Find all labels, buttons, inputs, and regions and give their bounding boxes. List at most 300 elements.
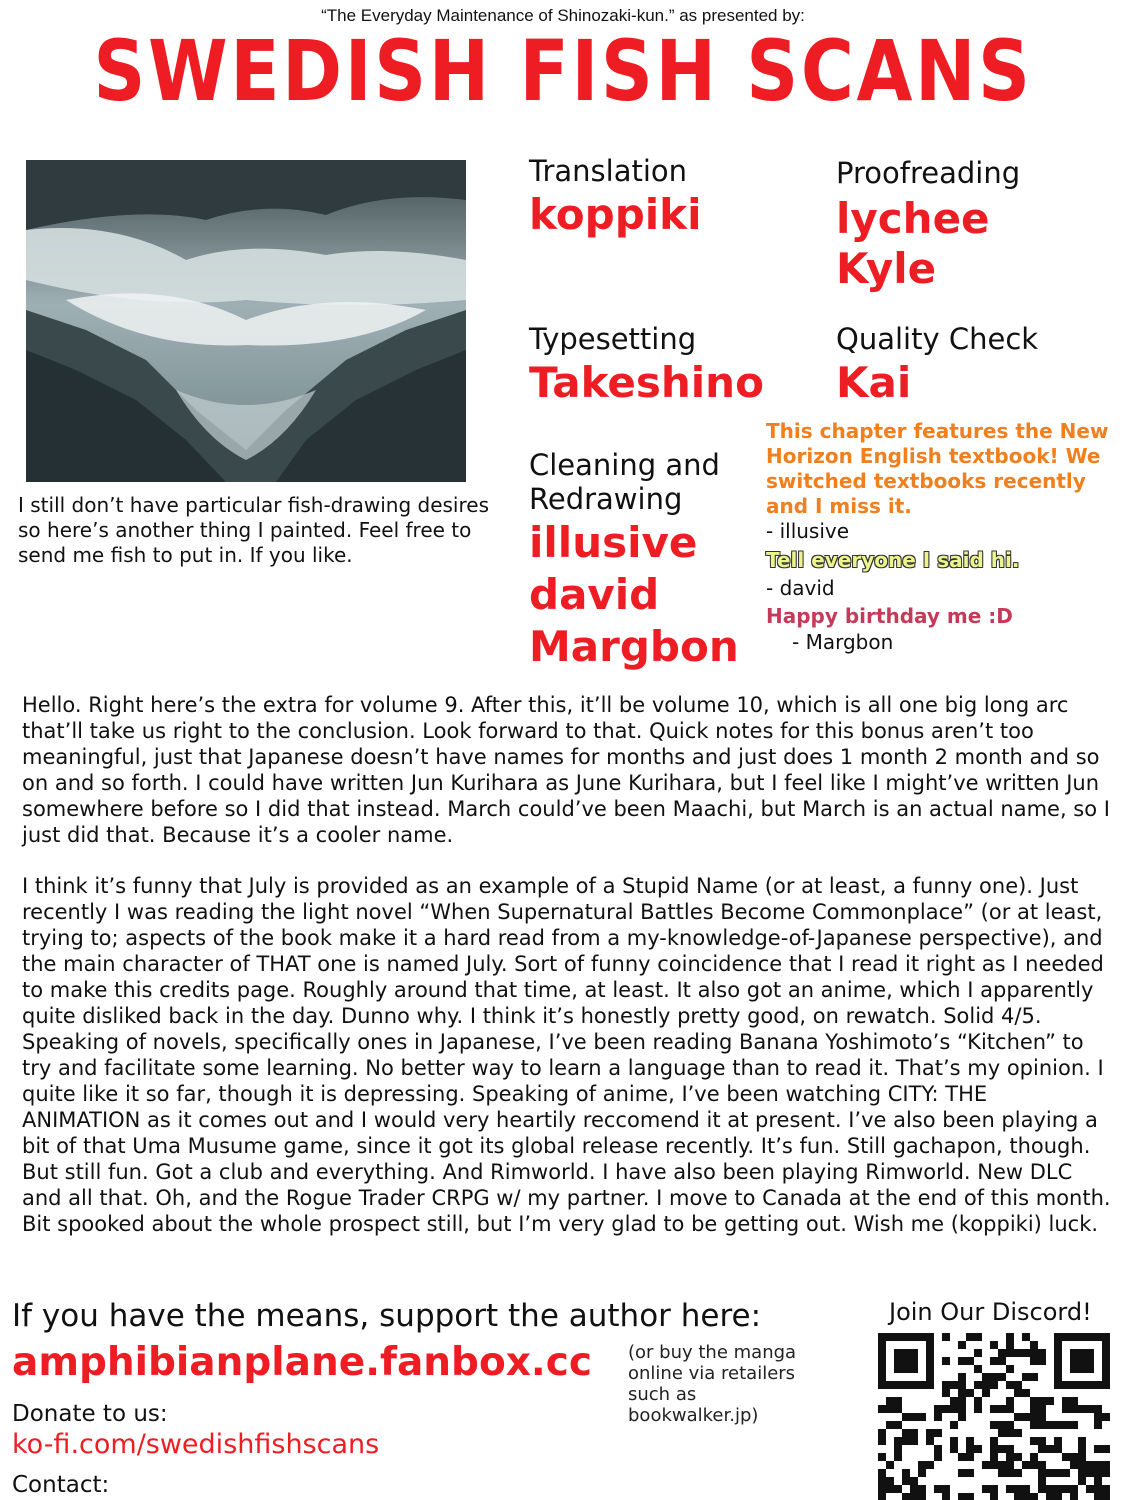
qr-module <box>1070 1485 1078 1493</box>
qr-module <box>926 1357 934 1365</box>
qr-module <box>1014 1453 1022 1461</box>
qr-module <box>982 1485 990 1493</box>
qr-module <box>878 1437 886 1445</box>
qr-module <box>1086 1333 1094 1341</box>
qr-module <box>1054 1381 1062 1389</box>
qr-module <box>1094 1493 1102 1500</box>
qr-module <box>958 1373 966 1381</box>
cleaning-name: illusive <box>529 518 698 567</box>
qr-module <box>942 1485 950 1493</box>
qr-module <box>894 1445 902 1453</box>
qr-module <box>1046 1445 1054 1453</box>
qr-module <box>1014 1429 1022 1437</box>
qr-module <box>1078 1357 1086 1365</box>
qr-module <box>1054 1421 1062 1429</box>
qr-module <box>958 1381 966 1389</box>
qr-module <box>1070 1357 1078 1365</box>
note-text: Tell everyone I said hi. <box>766 548 1020 572</box>
note-text: This chapter features the New Horizon English textbook! We switched textbooks recently and I miss it. <box>766 419 1109 518</box>
qr-module <box>886 1397 894 1405</box>
qr-module <box>910 1485 918 1493</box>
qr-module <box>990 1357 998 1365</box>
qr-module <box>998 1373 1006 1381</box>
qr-module <box>942 1389 950 1397</box>
qr-module <box>998 1461 1006 1469</box>
qr-module <box>926 1365 934 1373</box>
qr-module <box>1086 1461 1094 1469</box>
qr-module <box>1030 1373 1038 1381</box>
qr-module <box>950 1381 958 1389</box>
qr-module <box>886 1405 894 1413</box>
qr-module <box>1022 1485 1030 1493</box>
qr-module <box>1078 1381 1086 1389</box>
qr-module <box>990 1421 998 1429</box>
qr-module <box>1046 1469 1054 1477</box>
qr-module <box>1022 1493 1030 1500</box>
qr-module <box>942 1405 950 1413</box>
qr-module <box>926 1381 934 1389</box>
qr-module <box>1094 1405 1102 1413</box>
qr-module <box>1086 1357 1094 1365</box>
qr-module <box>878 1485 886 1493</box>
qr-module <box>958 1397 966 1405</box>
qr-module <box>918 1469 926 1477</box>
qr-module <box>1030 1461 1038 1469</box>
qr-module <box>894 1333 902 1341</box>
qr-module <box>1102 1413 1110 1421</box>
qr-module <box>950 1445 958 1453</box>
qr-module <box>918 1493 926 1500</box>
qr-module <box>878 1333 886 1341</box>
qr-module <box>1054 1341 1062 1349</box>
qr-module <box>902 1381 910 1389</box>
qr-module <box>1094 1381 1102 1389</box>
qr-module <box>1062 1453 1070 1461</box>
qr-module <box>1022 1333 1030 1341</box>
qr-module <box>886 1333 894 1341</box>
qr-module <box>1078 1453 1086 1461</box>
qr-module <box>1006 1421 1014 1429</box>
qr-module <box>934 1453 942 1461</box>
qr-module <box>1102 1381 1110 1389</box>
qr-module <box>878 1405 886 1413</box>
qr-module <box>1070 1461 1078 1469</box>
qr-module <box>910 1493 918 1500</box>
qr-module <box>1014 1389 1022 1397</box>
qr-module <box>990 1445 998 1453</box>
kofi-link[interactable]: ko-fi.com/swedishfishscans <box>12 1429 380 1460</box>
qr-module <box>1038 1445 1046 1453</box>
discord-qr-code[interactable] <box>878 1333 1110 1500</box>
qr-module <box>926 1333 934 1341</box>
qr-module <box>998 1357 1006 1365</box>
qr-module <box>886 1381 894 1389</box>
qr-module <box>1102 1349 1110 1357</box>
typesetting-name: Takeshino <box>529 358 764 407</box>
qr-module <box>1054 1493 1062 1500</box>
qr-module <box>1054 1349 1062 1357</box>
note-text: Happy birthday me :D <box>766 604 1013 628</box>
qr-module <box>918 1413 926 1421</box>
fanbox-link[interactable]: amphibianplane.fanbox.cc <box>12 1340 592 1385</box>
qr-module <box>1086 1405 1094 1413</box>
qr-module <box>950 1397 958 1405</box>
qr-module <box>942 1381 950 1389</box>
qr-module <box>1102 1469 1110 1477</box>
buy-manga-note: (or buy the manga online via retailers such as bookwalker.jp) <box>628 1342 797 1426</box>
qr-module <box>1094 1333 1102 1341</box>
qr-module <box>1030 1357 1038 1365</box>
qr-module <box>1006 1349 1014 1357</box>
cleaning-name: david <box>529 570 660 619</box>
qr-module <box>1030 1453 1038 1461</box>
qr-module <box>1014 1381 1022 1389</box>
qr-module <box>990 1493 998 1500</box>
qr-module <box>1006 1381 1014 1389</box>
support-author-label: If you have the means, support the author here: <box>12 1298 762 1334</box>
qr-module <box>958 1341 966 1349</box>
note-signature: - Margbon <box>792 630 894 654</box>
qr-module <box>1102 1373 1110 1381</box>
qr-module <box>950 1437 958 1445</box>
qr-module <box>902 1349 910 1357</box>
cleaning-name: Margbon <box>529 622 739 671</box>
qr-module <box>1006 1397 1014 1405</box>
qr-module <box>1078 1445 1086 1453</box>
qr-module <box>1078 1461 1086 1469</box>
qr-module <box>1038 1461 1046 1469</box>
qr-module <box>966 1445 974 1453</box>
qr-module <box>878 1469 886 1477</box>
qr-module <box>1070 1453 1078 1461</box>
cloud-painting-image <box>26 160 466 482</box>
qr-module <box>902 1413 910 1421</box>
qr-module <box>958 1469 966 1477</box>
qr-module <box>974 1397 982 1405</box>
qr-module <box>886 1421 894 1429</box>
qr-module <box>1014 1485 1022 1493</box>
qr-module <box>878 1373 886 1381</box>
qr-module <box>878 1477 886 1485</box>
qr-module <box>910 1413 918 1421</box>
qr-module <box>1062 1405 1070 1413</box>
qr-module <box>1030 1493 1038 1500</box>
qr-module <box>1006 1453 1014 1461</box>
qr-module <box>990 1373 998 1381</box>
qr-module <box>998 1421 1006 1429</box>
qr-module <box>1030 1341 1038 1349</box>
qr-module <box>878 1493 886 1500</box>
painting-caption: I still don’t have particular fish-drawing desires so here’s another thing I painted. Feel free to send me fish to put in. If you like. <box>18 493 489 567</box>
typesetting-label: Typesetting <box>529 322 697 356</box>
qr-module <box>1086 1469 1094 1477</box>
qr-module <box>1038 1469 1046 1477</box>
qr-module <box>1062 1421 1070 1429</box>
qr-module <box>1022 1373 1030 1381</box>
qr-module <box>1094 1413 1102 1421</box>
qr-module <box>1038 1485 1046 1493</box>
qr-module <box>886 1461 894 1469</box>
qr-module <box>1054 1469 1062 1477</box>
qr-module <box>926 1461 934 1469</box>
qr-module <box>974 1405 982 1413</box>
qr-module <box>902 1477 910 1485</box>
qr-module <box>926 1341 934 1349</box>
qr-module <box>1070 1493 1078 1500</box>
note-signature: - david <box>766 576 835 600</box>
qr-module <box>910 1437 918 1445</box>
qr-module <box>1038 1357 1046 1365</box>
proofreading-name: Kyle <box>836 244 937 293</box>
qr-module <box>918 1381 926 1389</box>
qr-module <box>1062 1469 1070 1477</box>
qr-module <box>1070 1365 1078 1373</box>
qr-module <box>998 1429 1006 1437</box>
qr-module <box>926 1437 934 1445</box>
qr-module <box>974 1445 982 1453</box>
qr-module <box>894 1381 902 1389</box>
qr-module <box>966 1389 974 1397</box>
qr-module <box>1014 1469 1022 1477</box>
qr-module <box>902 1333 910 1341</box>
redrawing-label: Redrawing <box>529 482 683 516</box>
qr-module <box>910 1357 918 1365</box>
qr-module <box>1038 1405 1046 1413</box>
qr-module <box>1102 1461 1110 1469</box>
qr-module <box>878 1365 886 1373</box>
qr-module <box>966 1333 974 1341</box>
qr-module <box>1102 1485 1110 1493</box>
qr-module <box>1046 1485 1054 1493</box>
qr-module <box>1054 1357 1062 1365</box>
qr-module <box>902 1493 910 1500</box>
qr-module <box>1054 1445 1062 1453</box>
qr-module <box>894 1365 902 1373</box>
qr-module <box>990 1405 998 1413</box>
qr-module <box>910 1477 918 1485</box>
qr-module <box>1030 1421 1038 1429</box>
qr-module <box>1006 1485 1014 1493</box>
qr-module <box>1078 1469 1086 1477</box>
proofreading-name: lychee <box>836 194 990 243</box>
qr-module <box>950 1405 958 1413</box>
qr-module <box>958 1405 966 1413</box>
qr-module <box>1094 1421 1102 1429</box>
qr-module <box>990 1485 998 1493</box>
qr-module <box>1038 1413 1046 1421</box>
qr-module <box>958 1357 966 1365</box>
qr-module <box>958 1413 966 1421</box>
translation-name: koppiki <box>529 190 702 239</box>
qr-module <box>1022 1349 1030 1357</box>
qr-module <box>958 1453 966 1461</box>
qr-module <box>1102 1445 1110 1453</box>
qr-module <box>1014 1349 1022 1357</box>
qr-module <box>1038 1397 1046 1405</box>
qr-module <box>926 1349 934 1357</box>
qr-module <box>1006 1429 1014 1437</box>
qr-module <box>982 1461 990 1469</box>
qr-module <box>1086 1349 1094 1357</box>
qr-module <box>990 1381 998 1389</box>
qr-module <box>1054 1373 1062 1381</box>
qr-module <box>910 1349 918 1357</box>
qr-module <box>878 1381 886 1389</box>
qr-module <box>958 1493 966 1500</box>
qr-module <box>1070 1349 1078 1357</box>
translation-label: Translation <box>529 154 688 188</box>
qr-module <box>998 1405 1006 1413</box>
qr-module <box>1030 1413 1038 1421</box>
qr-module <box>934 1429 942 1437</box>
qr-module <box>918 1485 926 1493</box>
qr-module <box>918 1461 926 1469</box>
qr-module <box>894 1421 902 1429</box>
qr-module <box>1006 1445 1014 1453</box>
qr-module <box>1086 1381 1094 1389</box>
qr-module <box>1006 1469 1014 1477</box>
qr-module <box>894 1357 902 1365</box>
qr-module <box>958 1389 966 1397</box>
qr-module <box>1078 1349 1086 1357</box>
qr-module <box>990 1461 998 1469</box>
qr-module <box>934 1445 942 1453</box>
qr-module <box>1102 1357 1110 1365</box>
qr-module <box>878 1429 886 1437</box>
qr-module <box>1030 1397 1038 1405</box>
proofreading-label: Proofreading <box>836 156 1021 190</box>
quality-check-name: Kai <box>836 358 912 407</box>
qr-module <box>1038 1477 1046 1485</box>
qr-module <box>1014 1493 1022 1500</box>
qr-module <box>1094 1469 1102 1477</box>
qr-module <box>1030 1349 1038 1357</box>
qr-module <box>1038 1437 1046 1445</box>
qr-module <box>902 1469 910 1477</box>
qr-module <box>1086 1365 1094 1373</box>
qr-module <box>1078 1365 1086 1373</box>
qr-module <box>990 1341 998 1349</box>
qr-module <box>1062 1397 1070 1405</box>
qr-module <box>1038 1349 1046 1357</box>
qr-module <box>942 1333 950 1341</box>
qr-module <box>966 1357 974 1365</box>
qr-module <box>990 1437 998 1445</box>
qr-module <box>1070 1405 1078 1413</box>
qr-module <box>1006 1461 1014 1469</box>
qr-module <box>966 1493 974 1500</box>
qr-module <box>1078 1437 1086 1445</box>
qr-module <box>1046 1421 1054 1429</box>
qr-module <box>1054 1333 1062 1341</box>
qr-module <box>1006 1333 1014 1341</box>
qr-module <box>966 1437 974 1445</box>
qr-module <box>894 1485 902 1493</box>
group-title: SWEDISH FISH SCANS <box>93 22 1033 120</box>
qr-module <box>982 1373 990 1381</box>
qr-module <box>1102 1365 1110 1373</box>
cleaning-label: Cleaning and <box>529 448 720 482</box>
qr-module <box>1006 1341 1014 1349</box>
body-paragraph: Hello. Right here’s the extra for volume 9. After this, it’ll be volume 10, which is all one big long arc that’ll take us right to the conclusion. Look forward to that. Quick notes for this bonus aren’t too meaningful, just that Japanese doesn’t have names for months and just does 1 month 2 month and so on and so forth. I could have written Jun Kurihara as June Kurihara, but I feel like I might’ve written Jun somewhere before so I did that instead. March could’ve been Maachi, but March is an actual name, so I just did that. Because it’s a cooler name. <box>22 693 1110 847</box>
qr-module <box>1078 1333 1086 1341</box>
qr-module <box>974 1365 982 1373</box>
qr-module <box>934 1485 942 1493</box>
qr-module <box>1038 1421 1046 1429</box>
qr-module <box>910 1429 918 1437</box>
qr-module <box>910 1365 918 1373</box>
qr-module <box>1078 1477 1086 1485</box>
qr-module <box>1102 1493 1110 1500</box>
qr-module <box>974 1349 982 1357</box>
qr-module <box>1062 1485 1070 1493</box>
qr-module <box>926 1373 934 1381</box>
qr-module <box>1062 1381 1070 1389</box>
qr-module <box>1102 1333 1110 1341</box>
qr-module <box>1070 1333 1078 1341</box>
qr-module <box>1006 1405 1014 1413</box>
quality-check-label: Quality Check <box>836 322 1039 356</box>
qr-module <box>894 1453 902 1461</box>
qr-module <box>886 1485 894 1493</box>
qr-module <box>902 1365 910 1373</box>
contact-label: Contact: <box>12 1472 110 1498</box>
qr-module <box>894 1437 902 1445</box>
qr-module <box>886 1477 894 1485</box>
donate-label: Donate to us: <box>12 1401 168 1427</box>
qr-module <box>1094 1485 1102 1493</box>
qr-module <box>1014 1413 1022 1421</box>
qr-module <box>894 1349 902 1357</box>
qr-module <box>990 1453 998 1461</box>
qr-module <box>1070 1421 1078 1429</box>
qr-module <box>1022 1413 1030 1421</box>
qr-module <box>902 1357 910 1365</box>
qr-module <box>918 1333 926 1341</box>
qr-module <box>934 1413 942 1421</box>
qr-module <box>966 1453 974 1461</box>
qr-module <box>910 1381 918 1389</box>
discord-label: Join Our Discord! <box>889 1298 1092 1326</box>
qr-module <box>1054 1485 1062 1493</box>
qr-module <box>1094 1445 1102 1453</box>
qr-module <box>934 1405 942 1413</box>
qr-module <box>878 1349 886 1357</box>
qr-module <box>966 1469 974 1477</box>
qr-module <box>950 1421 958 1429</box>
body-paragraph: I think it’s funny that July is provided as an example of a Stupid Name (or at least, a funny one). Just recently I was reading the light novel “When Supernatural Battles Become Commonplace” (or at least, trying to; aspects of the book make it a hard read from a my-knowledge-of-Japanese perspective), and the main character of THAT one is named July. Sort of funny coincidence that I read it right as I needed to make this credits page. Roughly around that time, at least. It also got an anime, which I apparently quite disliked back in the day. Dunno why. I think it’s honestly pretty good, on rewatch. Solid 4/5. Speaking of novels, specifically ones in Japanese, I’ve been reading Banana Yoshimoto’s “Kitchen” to try and facilitate some learning. No better way to learn a language than to read it. That’s my opinion. I quite like it so far, though it is depressing. Speaking of anime, I’ve been watching CITY: THE ANIMATION as it comes out and I would very heartily reccomend it at present. I’ve also been playing a bit of that Uma Musume game, since it got its global release recently. It’s fun. Still gachapon, though. But still fun. Got a club and everything. And Rimworld. I have also been playing Rimworld. New DLC and all that. Oh, and the Rogue Trader CRPG w/ my partner. I move to Canada at the end of this month. Bit spooked about the whole prospect still, but I’m very glad to be getting out. Wish me (koppiki) luck. <box>22 874 1111 1236</box>
qr-module <box>1070 1381 1078 1389</box>
qr-module <box>1086 1485 1094 1493</box>
qr-module <box>1094 1477 1102 1485</box>
qr-module <box>998 1349 1006 1357</box>
qr-module <box>1046 1397 1054 1405</box>
qr-module <box>878 1341 886 1349</box>
qr-module <box>1102 1341 1110 1349</box>
qr-module <box>1094 1461 1102 1469</box>
qr-module <box>1062 1333 1070 1341</box>
qr-module <box>1070 1397 1078 1405</box>
qr-module <box>1030 1405 1038 1413</box>
qr-module <box>1022 1389 1030 1397</box>
qr-module <box>926 1429 934 1437</box>
note-signature: - illusive <box>766 519 850 543</box>
qr-module <box>902 1429 910 1437</box>
presented-by-line: “The Everyday Maintenance of Shinozaki-kun.” as presented by: <box>321 6 805 25</box>
qr-module <box>878 1453 886 1461</box>
qr-module <box>910 1333 918 1341</box>
qr-module <box>974 1333 982 1341</box>
